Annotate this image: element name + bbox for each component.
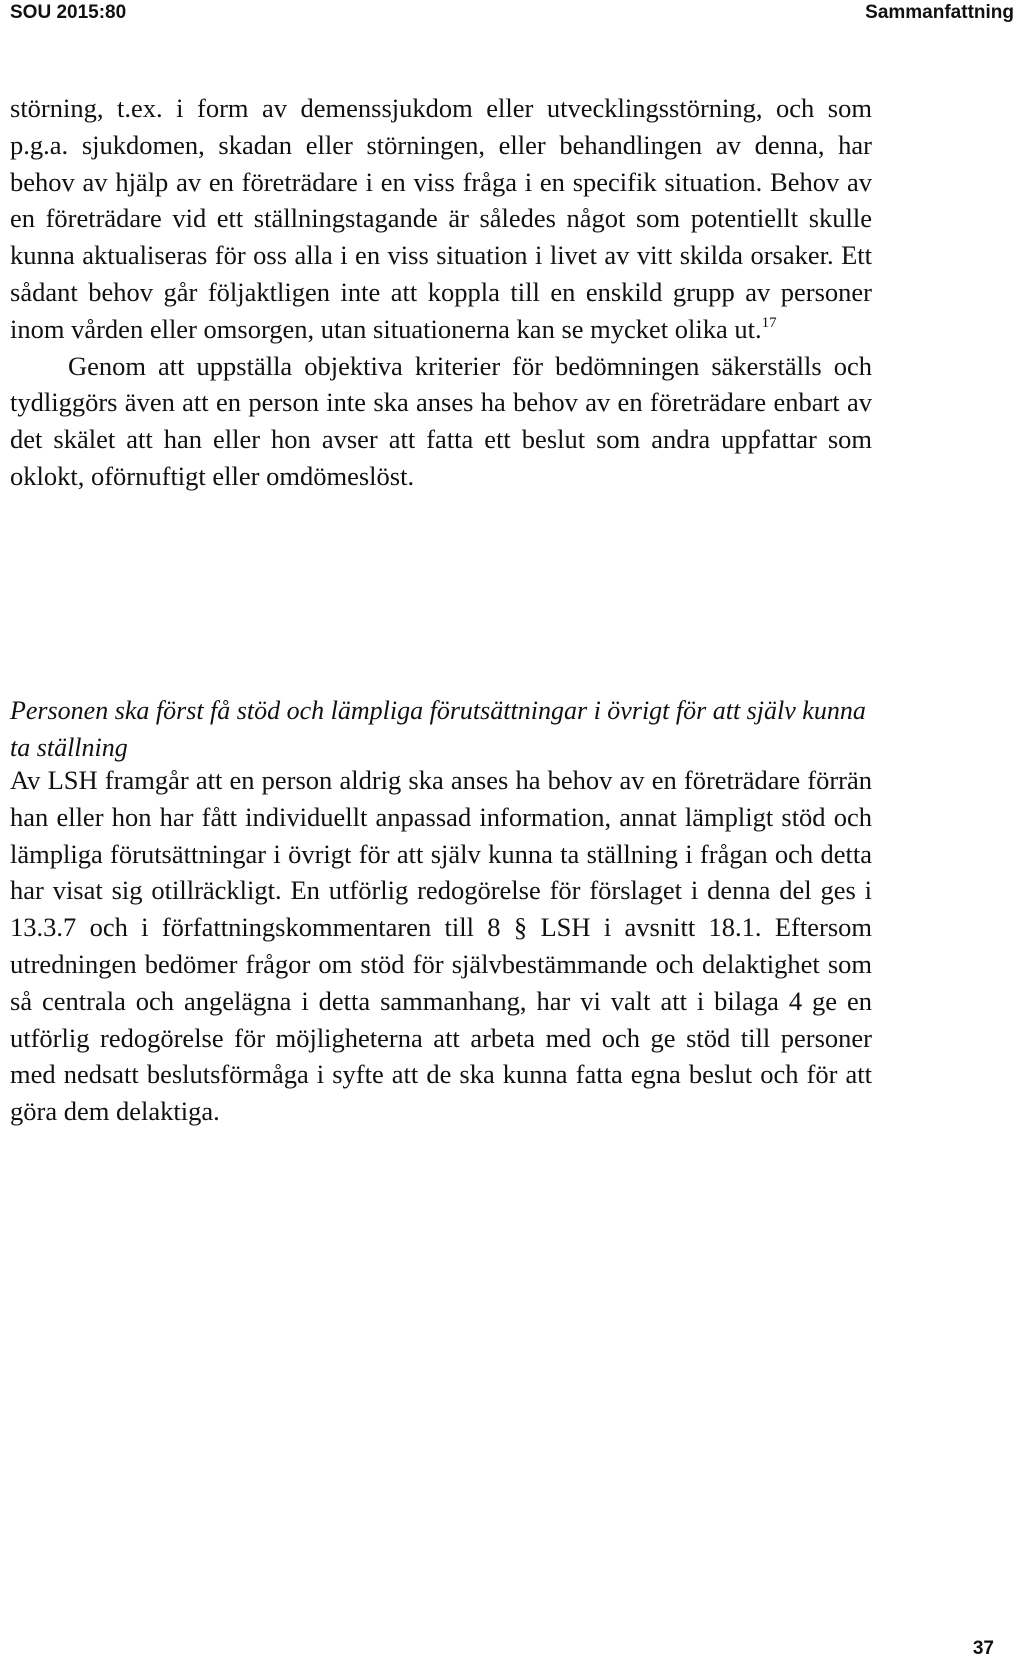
paragraph-1 [10,90,872,348]
section-heading: Personen ska först få stöd och lämpliga förutsättningar i övrigt för att själv kunna ta ställning [10,696,866,762]
footnote-reference[interactable]: 17 [761,314,777,331]
body-text-top [10,90,872,495]
paragraph-2: Genom att uppställa objektiva kriterier för bedömningen säkerställs och tydliggörs även att en person inte ska anses ha behov av en företrädare enbart av det skälet att han eller hon avser att fatta ett beslut som andra uppfattar som oklokt, oförnuftigt eller omdömeslöst. [10,350,872,491]
page-number: 37 [972,1638,994,1659]
chapter-title: Sammanfattning [865,2,1014,23]
paragraph-1-text: störning, t.ex. i form av demenssjukdom eller utvecklingsstörning, och som p.g.a. sjukdomen, skadan eller störningen, eller behandlingen av denna, har behov av hjälp av en företrädare i en viss fråga i en specifik situation. Behov av en företrädare vid ett ställningstagande är således något som potentiellt skulle kunna aktualiseras för oss alla i en viss situation i livet av vitt skilda orsaker. Ett sådant behov går följaktligen inte att koppla till en enskild grupp av personer inom vården eller omsorgen, utan situationerna kan se mycket olika ut. [10,93,872,344]
body-text-bottom [10,762,872,1130]
paragraph-3: Av LSH framgår att en person aldrig ska anses ha behov av en företrädare förrän han eller hon har fått individuellt anpassad information, annat lämpligt stöd och lämpliga förutsättningar i övrigt för att själv kunna ta ställning i frågan och detta har visat sig otillräckligt. En utförlig redogörelse för förslaget i denna del ges i 13.3.7 och i författningskommentaren till 8 § LSH i avsnitt 18.1. Eftersom utredningen bedömer frågor om stöd för självbestämmande och delaktighet som så centrala och angelägna i detta sammanhang, har vi valt att i bilaga 4 ge en utförlig redogörelse för möjligheterna att arbeta med och ge stöd till personer med nedsatt beslutsförmåga i syfte att de ska kunna fatta egna beslut och för att göra dem delaktiga. [10,765,872,1127]
report-reference: SOU 2015:80 [10,2,127,23]
running-header [10,2,1014,32]
